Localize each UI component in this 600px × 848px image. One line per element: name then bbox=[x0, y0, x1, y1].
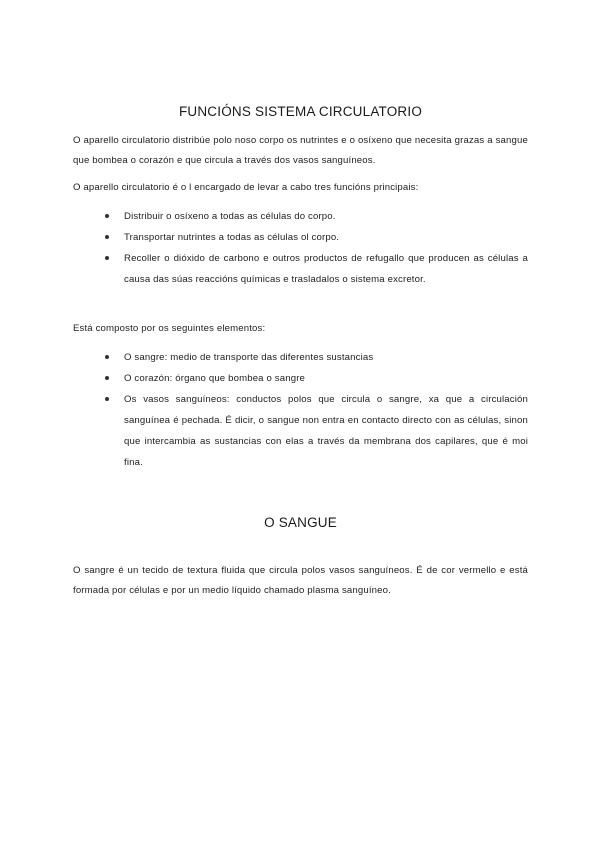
section-title-functions: FUNCIÓNS SISTEMA CIRCULATORIO bbox=[178, 104, 423, 119]
elements-list bbox=[73, 347, 528, 473]
list-item: O corazón: órgano que bombea o sangre bbox=[73, 368, 528, 389]
list-item: Os vasos sanguíneos: conductos polos que circula o sangre, xa que a circulación sanguínea é pechada. É dicir, o sangue non entra en contacto directo con as células, sinon que intercambia as sustancias con elas a través da membrana dos capilares, que é moi fina. bbox=[73, 389, 528, 473]
paragraph-blood: O sangre é un tecido de textura fluida que circula polos vasos sanguíneos. É de cor vermello e está formada por células e por un medio líquido chamado plasma sanguíneo. bbox=[73, 565, 528, 596]
paragraph-intro: O aparello circulatorio distribúe polo noso corpo os nutrintes e o osíxeno que necesita grazas a sangue que bombea o corazón e que circula a través dos vasos sanguíneos. bbox=[73, 135, 528, 166]
functions-list bbox=[73, 206, 528, 290]
bullet-icon bbox=[105, 235, 109, 239]
bullet-icon bbox=[105, 397, 109, 401]
paragraph-functions-intro: O aparello circulatorio é o l encargado de levar a cabo tres funcións principais: bbox=[73, 182, 419, 193]
bullet-icon bbox=[105, 256, 109, 260]
bullet-icon bbox=[105, 214, 109, 218]
list-item: Transportar nutrintes a todas as células ol corpo. bbox=[73, 227, 528, 248]
bullet-icon bbox=[105, 355, 109, 359]
section-title-blood: O SANGUE bbox=[264, 515, 337, 530]
bullet-icon bbox=[105, 376, 109, 380]
list-item: Recoller o dióxido de carbono e outros productos de refugallo que producen as células a causa das súas reaccións químicas e trasladalos o sistema excretor. bbox=[73, 248, 528, 290]
list-item: Distribuir o osíxeno a todas as células do corpo. bbox=[73, 206, 528, 227]
paragraph-elements-intro: Está composto por os seguintes elementos: bbox=[73, 323, 266, 334]
list-item: O sangre: medio de transporte das diferentes sustancias bbox=[73, 347, 528, 368]
